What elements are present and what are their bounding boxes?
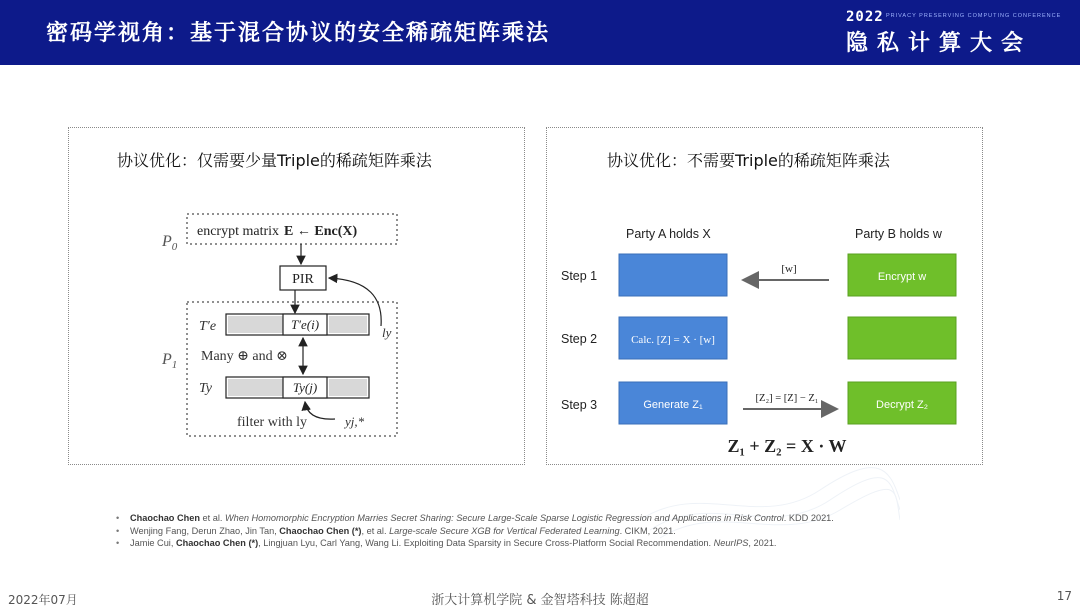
decrypt-label: Decrypt Z₂ [876, 399, 928, 411]
ty-cell-right [329, 379, 367, 396]
ty-label: Ty [199, 381, 212, 396]
step3-label: Step 3 [561, 398, 598, 412]
two-party-protocol-diagram [547, 128, 982, 464]
step1-label: Step 1 [561, 269, 598, 283]
header-bar [0, 0, 1080, 65]
ty-j-label: Ty(j) [292, 380, 318, 395]
ty-cell-left [228, 379, 283, 396]
encrypt-text: encrypt matrix E ← Enc(X) [197, 224, 358, 239]
reference-item: • Jamie Cui, Chaochao Chen (*), Lingjuan Lyu, Carl Yang, Wang Li. Exploiting Data Sparsity in Secure Cross-Platform Social Recommendation. NeurIPS, 2021. [116, 537, 1016, 550]
left-panel [68, 127, 525, 465]
reference-item: • Chaochao Chen et al. When Homomorphic Encryption Marries Secret Sharing: Secure Large-Scale Sparse Logistic Regression and Applications in Risk Control. KDD 2021. [116, 512, 1016, 525]
party-a-step1-box [619, 254, 727, 296]
step2-label: Step 2 [561, 332, 598, 346]
footer-affiliation: 浙大计算机学院 & 金智塔科技 陈超超 [431, 593, 649, 608]
p1-label: $P_1$ [162, 351, 178, 371]
footer-date: 2022年07月 [8, 593, 78, 607]
te-label: T′e [199, 319, 217, 334]
ly-label: ly [382, 325, 392, 340]
party-b-step2-box [848, 317, 956, 359]
te-cell-right [329, 316, 367, 333]
calc-label: Calc. [Z] = X · [w] [631, 334, 715, 346]
right-panel-heading: 协议优化：不需要Triple的稀疏矩阵乘法 [607, 151, 890, 170]
arrow3-label: [Z₂] = [Z] − Z₁ [755, 393, 819, 404]
conference-year: 2022 [846, 9, 884, 25]
right-panel [546, 127, 983, 465]
p0-label: $P_0$ [162, 233, 178, 253]
many-ops-label: Many ⊕ and ⊗ [201, 349, 288, 364]
conference-subtitle: PRIVACY PRESERVING COMPUTING CONFERENCE [886, 13, 1062, 19]
te-cell-left [228, 316, 283, 333]
result-equation: Z₁ + Z₂ = X · W [727, 436, 847, 456]
generate-label: Generate Z₁ [643, 399, 703, 411]
encrypt-w-label: Encrypt w [877, 271, 927, 283]
page-number: 17 [1056, 589, 1072, 603]
yj-label: yj,* [345, 414, 365, 429]
te-i-label: T′e(i) [290, 317, 320, 332]
pir-protocol-diagram [69, 128, 524, 464]
slide-title: 密码学视角：基于混合协议的安全稀疏矩阵乘法 [46, 21, 551, 46]
references-list [116, 512, 1016, 550]
arrow1-label: [w] [781, 263, 797, 275]
conference-name: 隐私计算大会 [846, 31, 1033, 56]
party-b-label: Party B holds w [855, 227, 942, 241]
left-panel-heading: 协议优化：仅需要少量Triple的稀疏矩阵乘法 [117, 151, 432, 170]
reference-item: • Wenjing Fang, Derun Zhao, Jin Tan, Chaochao Chen (*), et al. Large-scale Secure XGB for Vertical Federated Learning. CIKM, 2021. [116, 525, 1016, 538]
party-a-label: Party A holds X [626, 227, 711, 241]
filter-label: filter with ly [237, 415, 307, 430]
pir-label: PIR [292, 272, 314, 287]
